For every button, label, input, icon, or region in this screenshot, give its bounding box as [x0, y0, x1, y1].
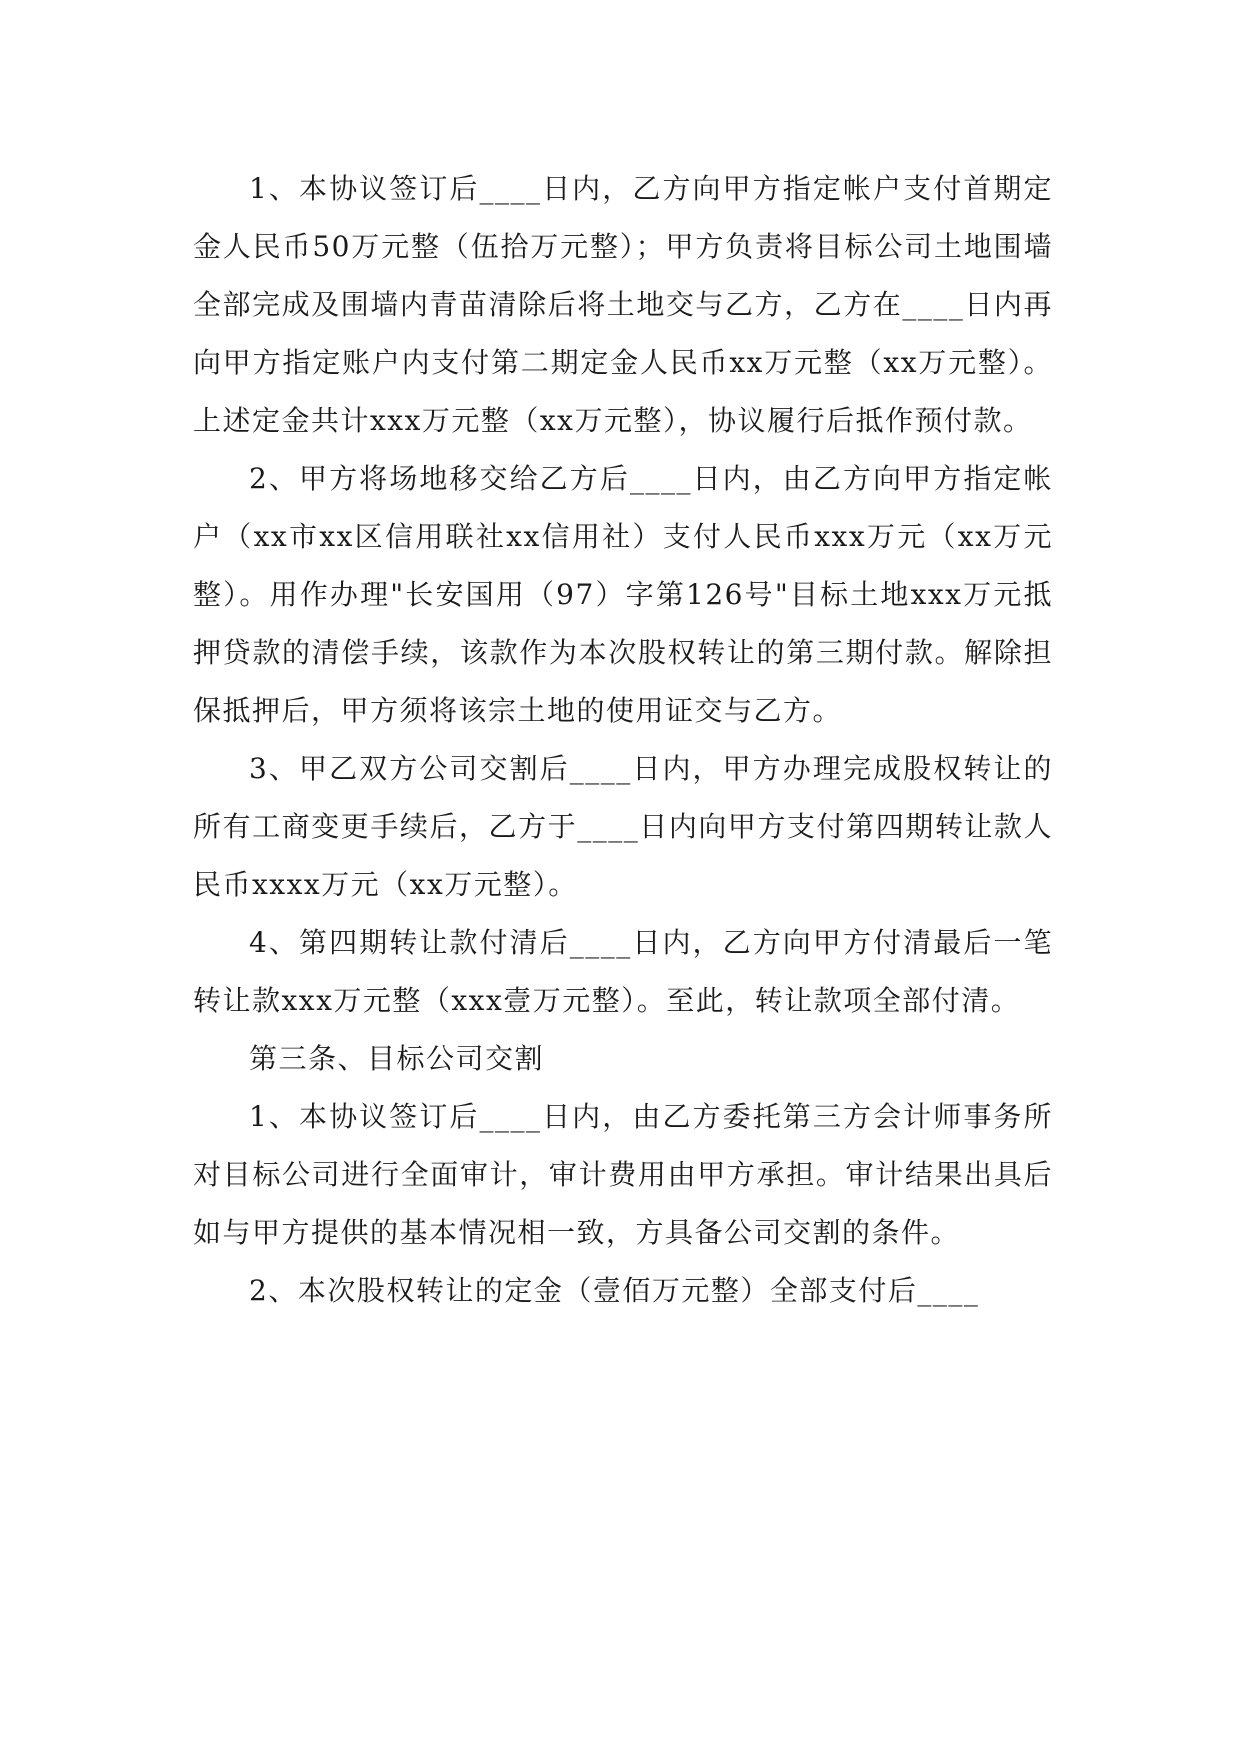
- paragraph-2: 2、甲方将场地移交给乙方后____日内，由乙方向甲方指定帐户（xx市xx区信用联社xx信用社）支付人民币xxx万元（xx万元整）。用作办理"长安国用（97）字第126号"目标土地xxx万元抵押贷款的清偿手续，该款作为本次股权转让的第三期付款。解除担保抵押后，甲方须将该宗土地的使用证交与乙方。: [193, 462, 1053, 727]
- paragraph-1: 1、本协议签订后____日内，乙方向甲方指定帐户支付首期定金人民币50万元整（伍拾万元整）；甲方负责将目标公司土地围墙全部完成及围墙内青苗清除后将土地交与乙方，乙方在____日内再向甲方指定账户内支付第二期定金人民币xx万元整（xx万元整）。上述定金共计xxx万元整（xx万元整），协议履行后抵作预付款。: [193, 172, 1053, 437]
- paragraph-3: 3、甲乙双方公司交割后____日内，甲方办理完成股权转让的所有工商变更手续后，乙方于____日内向甲方支付第四期转让款人民币xxxx万元（xx万元整）。: [193, 752, 1053, 901]
- paragraph-4: 4、第四期转让款付清后____日内，乙方向甲方付清最后一笔转让款xxx万元整（xxx壹万元整）。至此，转让款项全部付清。: [193, 926, 1053, 1017]
- paragraph-6: 2、本次股权转让的定金（壹佰万元整）全部支付后____: [249, 1274, 980, 1307]
- section-heading: 第三条、目标公司交割: [249, 1042, 545, 1075]
- document-body: [193, 160, 1053, 1320]
- paragraph-5: 1、本协议签订后____日内，由乙方委托第三方会计师事务所对目标公司进行全面审计，审计费用由甲方承担。审计结果出具后如与甲方提供的基本情况相一致，方具备公司交割的条件。: [193, 1100, 1053, 1249]
